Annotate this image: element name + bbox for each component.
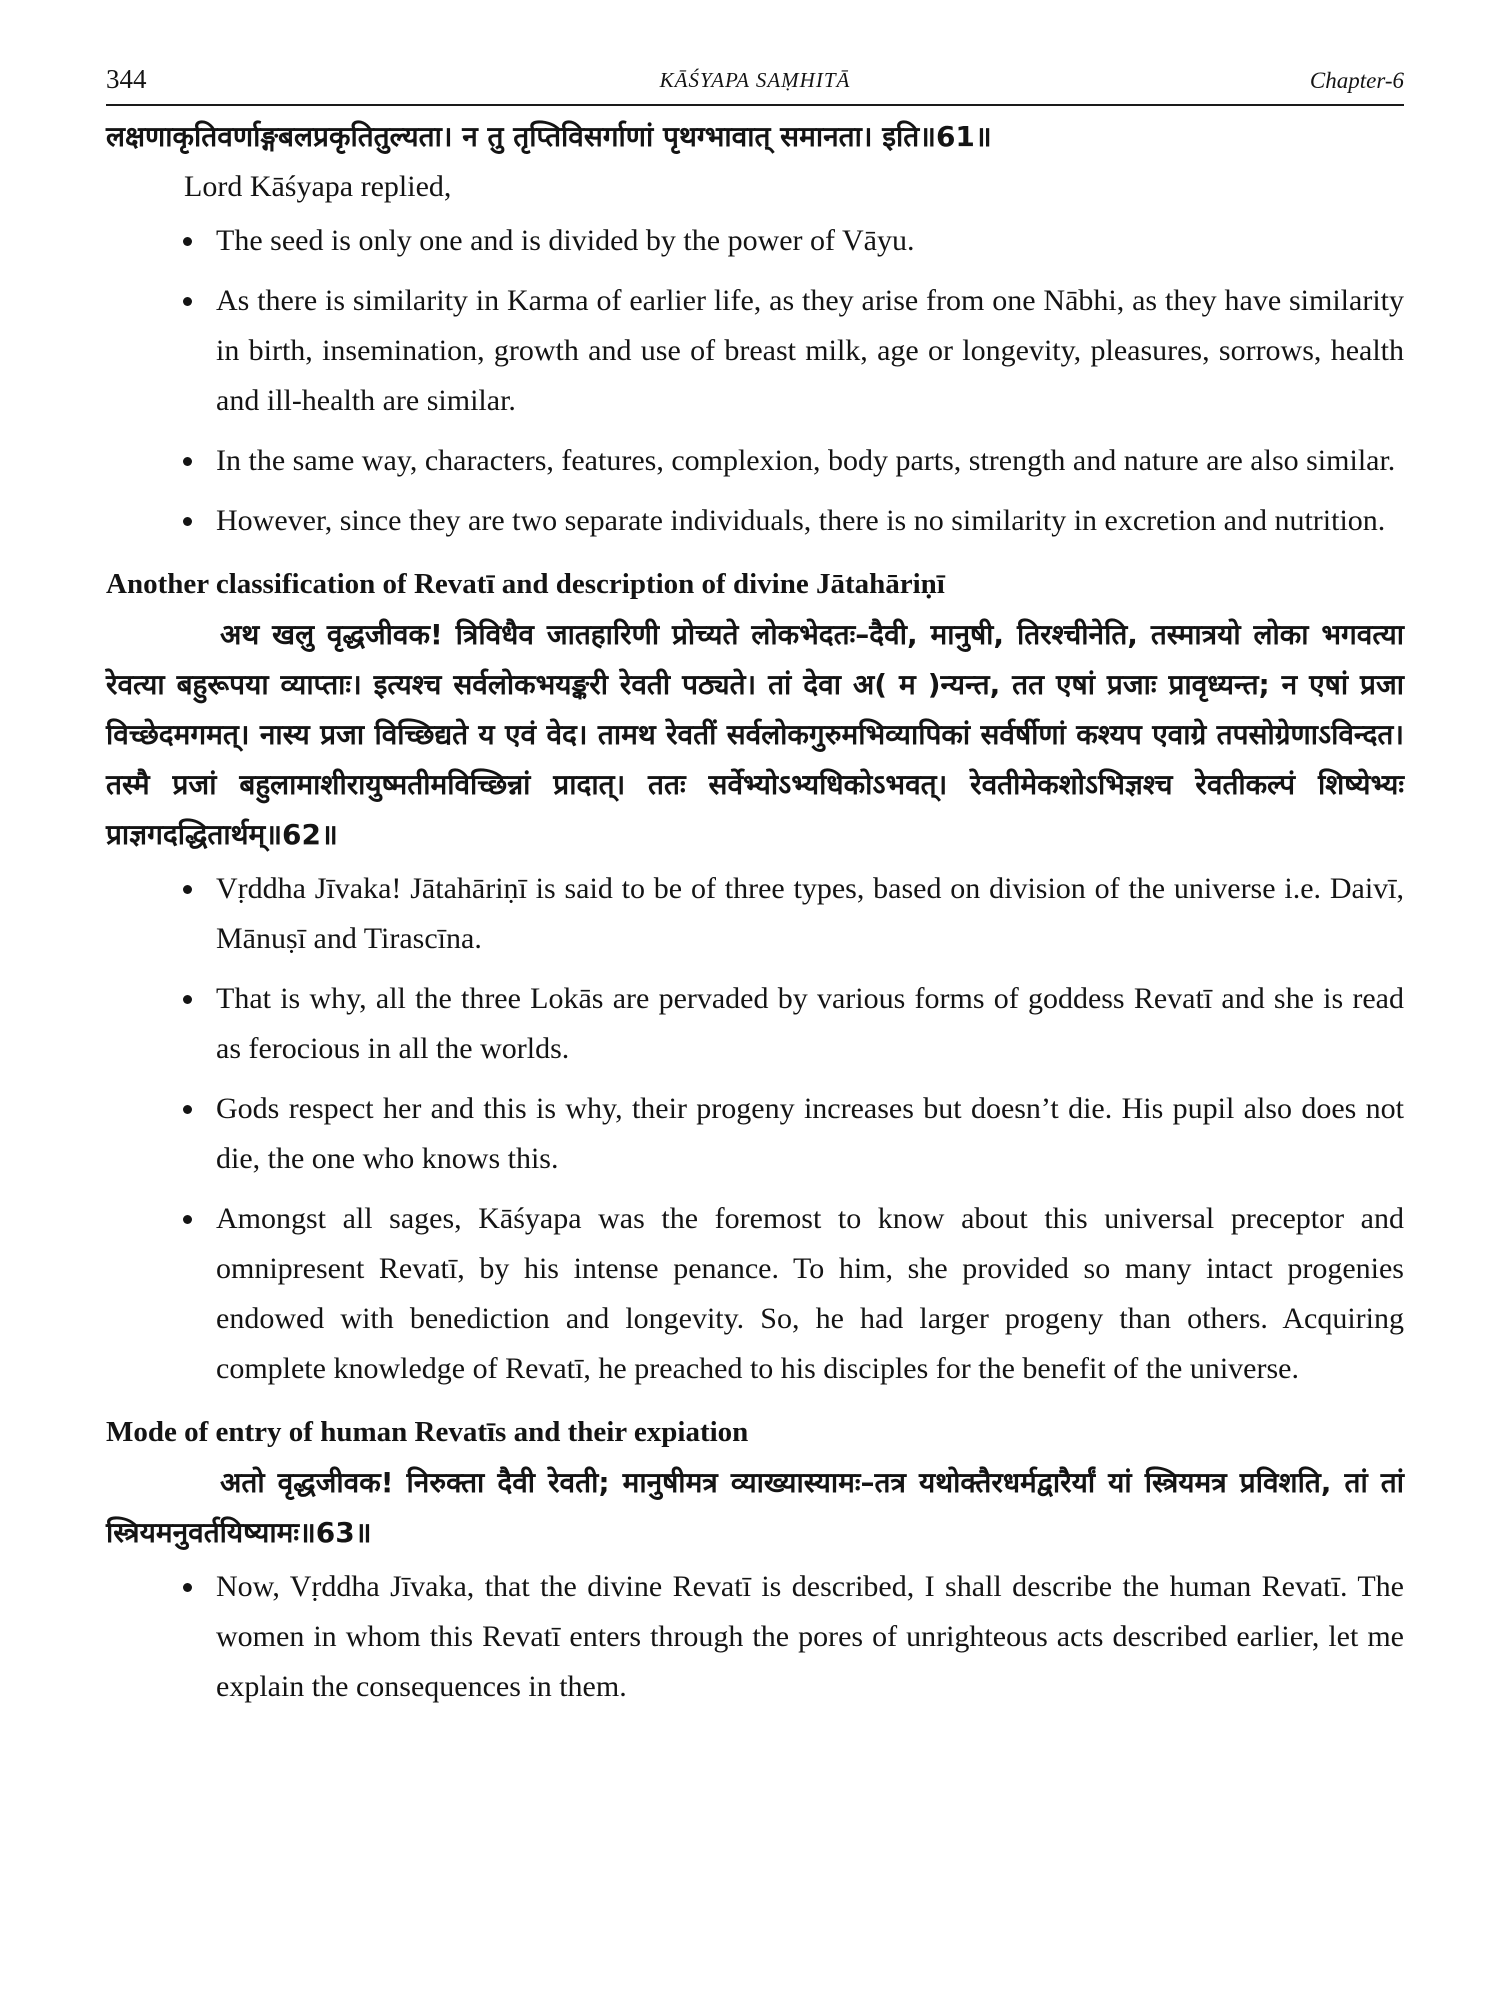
page-body: [106, 112, 1404, 1722]
list-item: Amongst all sages, Kāśyapa was the foremost to know about this universal preceptor and omnipresent Revatī, by his intense penance. To him, she provided so many intact progenies endowed with benediction and longevity. So, he had larger progeny than others. Acquiring complete knowledge of Revatī, he preached to his disciples for the benefit of the universe.: [216, 1194, 1404, 1394]
list-item: That is why, all the three Lokās are pervaded by various forms of goddess Revatī and she is read as ferocious in all the worlds.: [216, 974, 1404, 1074]
bullet-icon: [183, 237, 192, 246]
sanskrit-verse-62: अथ खलु वृद्धजीवक! त्रिविधैव जातहारिणी प्रोच्यते लोकभेदतः–दैवी, मानुषी, तिरश्चीनेति, तस्मात्रयो लोका भगवत्या रेवत्या बहुरूपया व्याप्ताः। इत्यश्च सर्वलोकभयङ्करी रेवती पठ्यते। तां देवा अ( म )न्यन्त, तत एषां प्रजाः प्रावृध्यन्त; न एषां प्रजा विच्छेदमगमत्। नास्य प्रजा विच्छिद्यते य एवं वेद। तामथ रेवतीं सर्वलोकगुरुमभिव्यापिकां सर्वर्षीणां कश्यप एवाग्रे तपसोग्रेणाऽविन्दत। तस्मै प्रजां बहुलामाशीरायुष्मतीमविच्छिन्नां प्रादात्। ततः सर्वेभ्योऽभ्यधिकोऽभवत्। रेवतीमेकशोऽभिज्ञश्च रेवतीकल्पं शिष्येभ्यः प्राज्ञगदद्धितार्थम्॥62॥: [106, 618, 1404, 851]
bullet-icon: [183, 457, 192, 466]
list-item: As there is similarity in Karma of earlier life, as they arise from one Nābhi, as they have similarity in birth, insemination, growth and use of breast milk, age or longevity, pleasures, sorrows, health and ill-health are similar.: [216, 276, 1404, 426]
list-item: Gods respect her and this is why, their progeny increases but doesn’t die. His pupil also does not die, the one who knows this.: [216, 1084, 1404, 1184]
list-item: Vṛddha Jīvaka! Jātahāriṇī is said to be of three types, based on division of the universe i.e. Daivī, Mānuṣī and Tirascīna.: [216, 864, 1404, 964]
bullet-icon: [183, 1105, 192, 1114]
bullet-list-2: [106, 864, 1404, 1394]
list-item: However, since they are two separate individuals, there is no similarity in excretion and nutrition.: [216, 496, 1404, 546]
bullet-icon: [183, 297, 192, 306]
bullet-icon: [183, 1215, 192, 1224]
book-title: KĀŚYAPA SAṂHITĀ: [659, 68, 851, 92]
list-item: The seed is only one and is divided by the power of Vāyu.: [216, 216, 1404, 266]
bullet-icon: [183, 1583, 192, 1592]
bullet-icon: [183, 885, 192, 894]
bullet-list-3: [106, 1562, 1404, 1712]
page-number: 344: [106, 64, 147, 94]
chapter-label: Chapter-6: [1309, 68, 1404, 93]
list-item: Now, Vṛddha Jīvaka, that the divine Revatī is described, I shall describe the human Revatī. The women in whom this Revatī enters through the pores of unrighteous acts described earlier, let me explain the consequences in them.: [216, 1562, 1404, 1712]
list-item: In the same way, characters, features, complexion, body parts, strength and nature are also similar.: [216, 436, 1404, 486]
sanskrit-verse-63: अतो वृद्धजीवक! निरुक्ता दैवी रेवती; मानुषीमत्र व्याख्यास्यामः–तत्र यथोक्तैरधर्मद्वारैर्यां यां स्त्रियमत्र प्रविशति, तां तां स्त्रियमनुवर्तयिष्यामः॥63॥: [106, 1466, 1404, 1549]
bullet-icon: [183, 517, 192, 526]
bullet-icon: [183, 995, 192, 1004]
page-header: [106, 60, 1404, 106]
reply-line: Lord Kāśyapa replied,: [184, 170, 452, 203]
sanskrit-verse-61: लक्षणाकृतिवर्णाङ्गबलप्रकृतितुल्यता। न तु तृप्तिविसर्गाणां पृथग्भावात् समानता। इति॥61॥: [106, 120, 992, 153]
section-heading-human-revati: Mode of entry of human Revatīs and their expiation: [106, 1416, 749, 1448]
section-heading-revati-classification: Another classification of Revatī and description of divine Jātahāriṇī: [106, 568, 945, 600]
bullet-list-1: [106, 216, 1404, 546]
